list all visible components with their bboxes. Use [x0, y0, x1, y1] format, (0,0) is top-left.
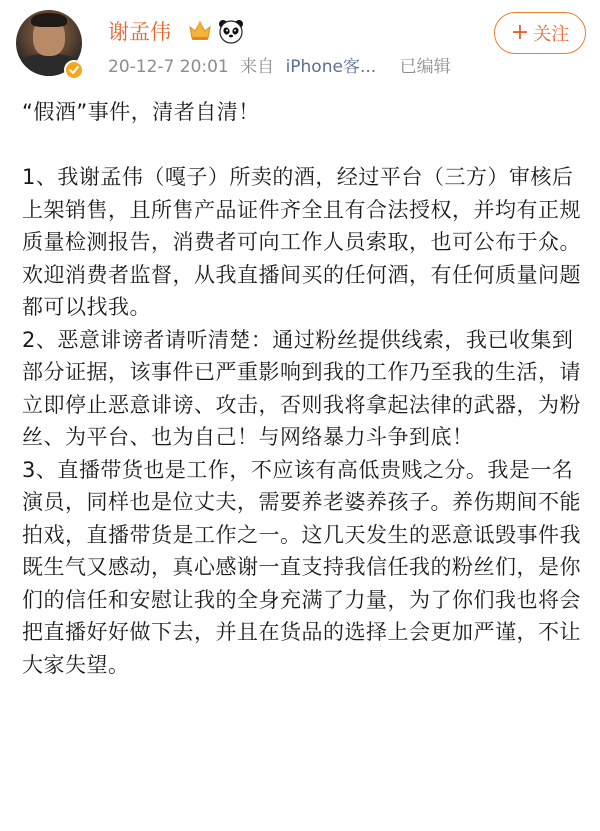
edited-label[interactable]: 已编辑	[399, 57, 451, 77]
author-name[interactable]: 谢孟伟	[108, 20, 171, 44]
vip-crown-icon[interactable]	[188, 20, 212, 42]
verified-badge-icon	[64, 60, 84, 80]
post-title: “假酒”事件，清者自清！	[22, 100, 260, 124]
post-date: 20-12-7 20:01	[108, 57, 229, 77]
follow-button[interactable]	[494, 12, 586, 54]
follow-label: 关注	[533, 24, 570, 45]
paragraph-spacer	[22, 129, 582, 162]
post-paragraph-1: 1、我谢孟伟（嘎子）所卖的酒，经过平台（三方）审核后上架销售，且所售产品证件齐全且有合法授权，并均有正规质量检测报告，消费者可向工作人员索取，也可公布于众。欢迎消费者监督，从我直播间买的任何酒，有任何质量问题都可以找我。	[22, 165, 581, 319]
post-paragraph-3: 3、直播带货也是工作，不应该有高低贵贱之分。我是一名演员，同样也是位丈夫，需要养老婆养孩子。养伤期间不能拍戏，直播带货是工作之一。这几天发生的恶意诋毁事件我既生气又感动，真心感谢一直支持我信任我的粉丝们，是你们的信任和安慰让我的全身充满了力量，为了你们我也将会把直播好好做下去，并且在货品的选择上会更加严谨，不让大家失望。	[22, 457, 581, 677]
post-meta	[108, 56, 457, 78]
post-paragraph-2: 2、恶意诽谤者请听清楚：通过粉丝提供线索，我已收集到部分证据，该事件已严重影响到我的工作乃至我的生活，请立即停止恶意诽谤、攻击，否则我将拿起法律的武器，为粉丝、为平台、也为自己！与网络暴力斗争到底！	[22, 327, 581, 449]
plus-icon: +	[510, 20, 530, 45]
panda-icon	[218, 18, 244, 44]
post-content	[22, 96, 582, 681]
post-header	[0, 0, 600, 92]
source-link[interactable]: iPhone客...	[285, 57, 377, 77]
avatar-hair	[31, 13, 67, 27]
source-prefix: 来自	[240, 57, 275, 77]
